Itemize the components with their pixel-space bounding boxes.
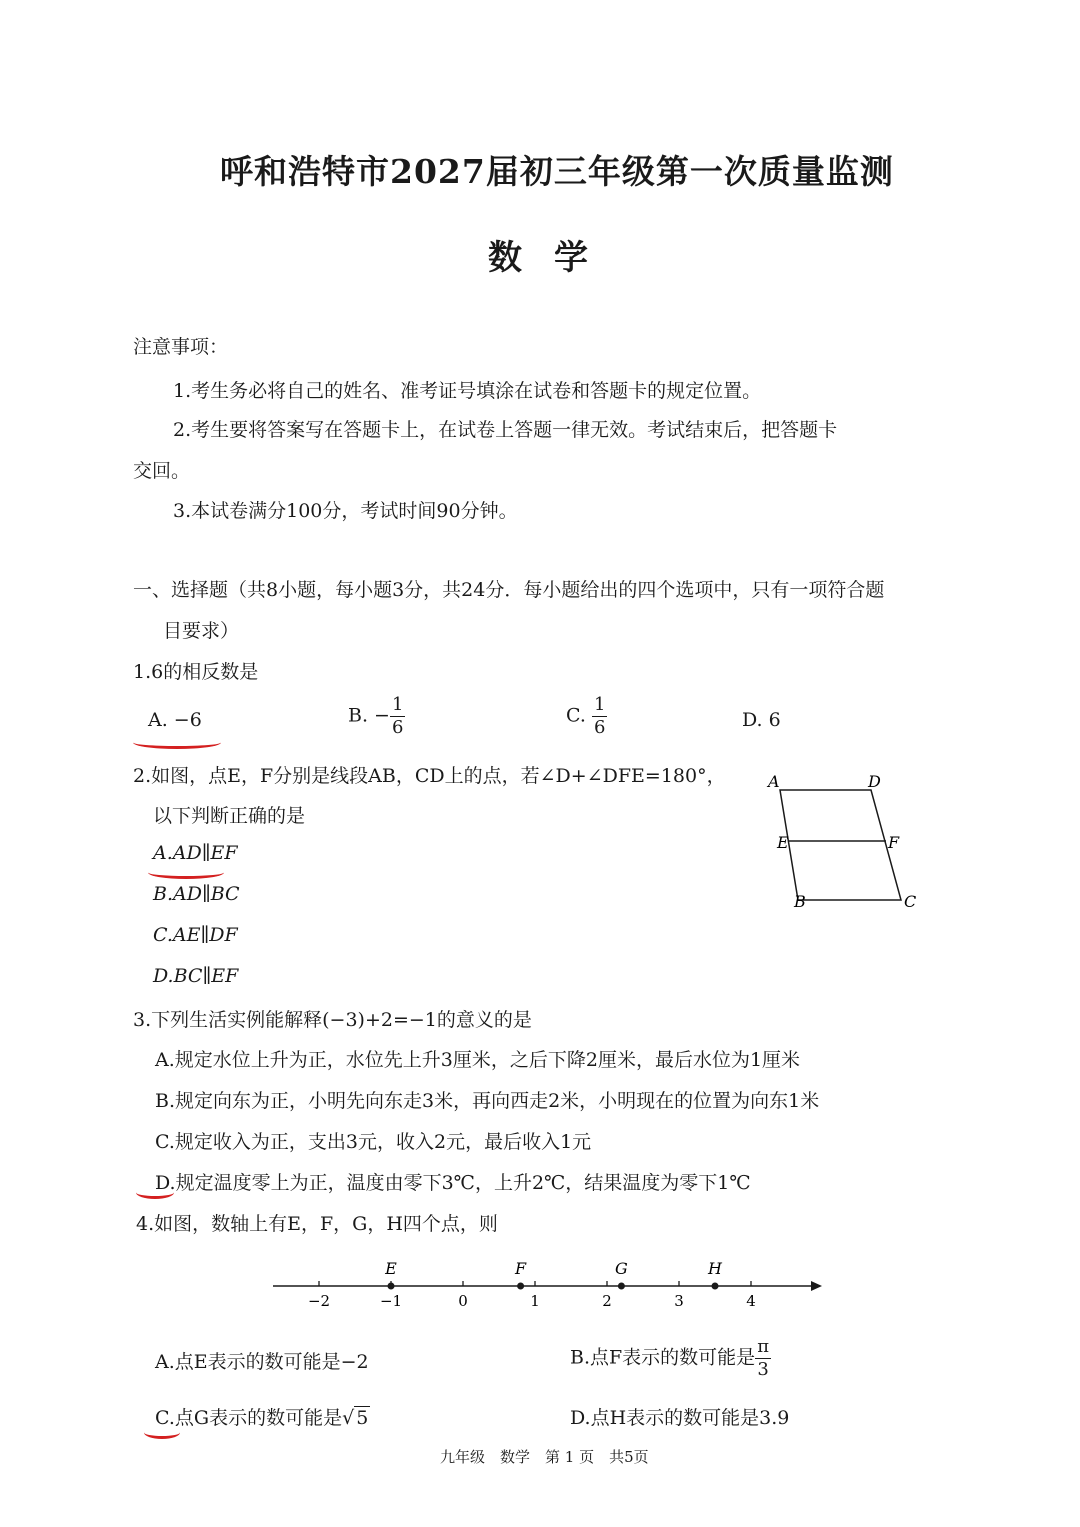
label-c: C (904, 892, 917, 911)
q4-option-b-fraction (755, 1336, 771, 1381)
q4-option-c (155, 1403, 370, 1430)
q1-option-a: A. −6 (148, 709, 202, 731)
answer-mark (133, 736, 221, 749)
fraction-numerator: 1 (391, 694, 404, 715)
q2-option-a: A.AD∥EF (153, 842, 238, 864)
exam-title: 呼和浩特市2027届初三年级第一次质量监测 (220, 152, 894, 191)
q1-stem: 1.6的相反数是 (133, 661, 259, 683)
tick-label: 1 (530, 1292, 540, 1310)
label-b: B (794, 892, 806, 911)
q1-option-c-fraction (592, 694, 607, 739)
label-f: F (888, 833, 900, 852)
q1-option-d: D. 6 (742, 709, 781, 731)
point-label-h: H (708, 1259, 722, 1278)
q4-option-b-prefix: B.点F表示的数可能是 (570, 1346, 756, 1369)
note-item-3: 3.本试卷满分100分，考试时间90分钟。 (173, 500, 518, 522)
arrow-icon (811, 1281, 822, 1291)
section-heading-cont: 目要求） (163, 620, 240, 642)
point-g (618, 1283, 625, 1290)
q2-figure (760, 765, 930, 915)
q3-option-a: A.规定水位上升为正，水位先上升3厘米，之后下降2厘米，最后水位为1厘米 (155, 1049, 801, 1071)
note-item-2: 2.考生要将答案写在答题卡上，在试卷上答题一律无效。考试结束后，把答题卡 (173, 419, 838, 441)
page-footer: 九年级 数学 第 1 页 共5页 (440, 1448, 649, 1466)
q4-option-c-prefix: C.点G表示的数可能是 (155, 1407, 343, 1429)
point-label-g: G (615, 1259, 628, 1278)
q2-option-c: C.AE∥DF (153, 924, 238, 946)
sqrt-radicand: 5 (356, 1407, 369, 1429)
point-e (388, 1283, 395, 1290)
q4-option-b (570, 1336, 771, 1381)
tick-label: 3 (674, 1292, 684, 1310)
fraction-denominator: 3 (757, 1359, 769, 1380)
tick-label: −1 (379, 1292, 403, 1310)
fraction-denominator: 6 (593, 717, 606, 738)
sqrt-sign: √ (342, 1407, 355, 1429)
q2-option-d: D.BC∥EF (153, 965, 239, 987)
number-line (265, 1255, 835, 1315)
answer-mark (144, 1426, 180, 1439)
point-label-e: E (385, 1259, 397, 1278)
subject-title: 数学 (488, 238, 620, 278)
q3-stem: 3.下列生活实例能解释(−3)+2=−1的意义的是 (133, 1009, 532, 1031)
q4-option-d: D.点H表示的数可能是3.9 (570, 1407, 790, 1429)
point-label-f: F (515, 1259, 527, 1278)
label-d: D (868, 772, 881, 791)
q2-stem-cont: 以下判断正确的是 (153, 805, 306, 827)
q2-option-b: B.AD∥BC (153, 883, 240, 905)
answer-mark (148, 866, 224, 879)
q1-option-c (566, 694, 607, 739)
tick-label: 4 (746, 1292, 756, 1310)
q1-option-c-prefix: C. (566, 704, 586, 727)
fraction-numerator: 1 (593, 694, 606, 715)
q1-option-b-prefix: B. − (348, 704, 390, 727)
q3-option-c: C.规定收入为正，支出3元，收入2元，最后收入1元 (155, 1131, 592, 1153)
note-item-2-cont: 交回。 (133, 460, 191, 482)
q3-option-d: D.规定温度零上为正，温度由零下3℃，上升2℃，结果温度为零下1℃ (155, 1172, 751, 1194)
fraction-numerator: π (757, 1336, 770, 1357)
q1-option-b (348, 694, 405, 739)
tick-label: −2 (307, 1292, 331, 1310)
tick-label: 0 (458, 1292, 468, 1310)
q3-option-b: B.规定向东为正，小明先向东走3米，再向西走2米，小明现在的位置为向东1米 (155, 1090, 820, 1112)
parallelogram (780, 790, 901, 900)
q1-option-b-fraction (390, 694, 405, 739)
label-a: A (768, 772, 780, 791)
answer-mark (136, 1186, 174, 1199)
q2-stem: 2.如图，点E，F分别是线段AB，CD上的点，若∠D+∠DFE=180°， (133, 765, 726, 787)
q4-stem: 4.如图，数轴上有E，F，G，H四个点，则 (136, 1213, 498, 1235)
point-h (712, 1283, 719, 1290)
note-item-1: 1.考生务必将自己的姓名、准考证号填涂在试卷和答题卡的规定位置。 (173, 380, 762, 402)
label-e: E (777, 833, 789, 852)
section-heading: 一、选择题（共8小题，每小题3分，共24分．每小题给出的四个选项中，只有一项符合题 (133, 579, 885, 601)
q4-option-a: A.点E表示的数可能是−2 (155, 1351, 369, 1373)
tick-label: 2 (602, 1292, 612, 1310)
notes-heading: 注意事项： (133, 336, 229, 358)
fraction-denominator: 6 (391, 717, 404, 738)
point-f (517, 1283, 524, 1290)
